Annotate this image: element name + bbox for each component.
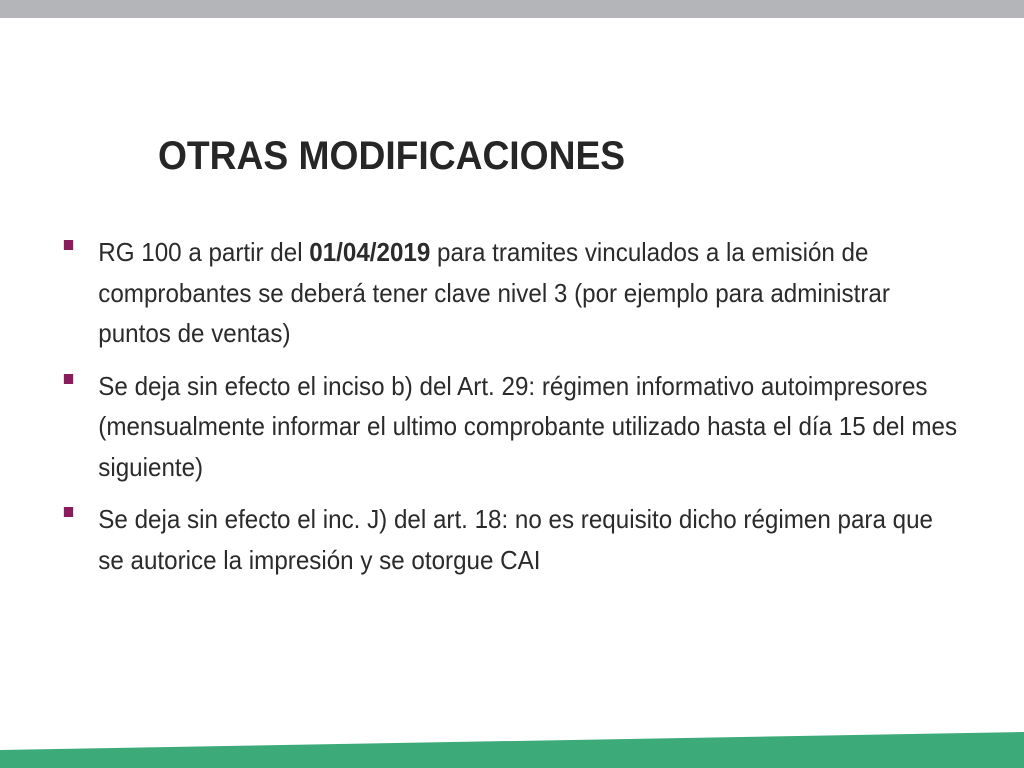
- slide-title: OTRAS MODIFICACIONES: [158, 134, 626, 178]
- top-bar: [0, 0, 1024, 18]
- green-band-polygon: [0, 732, 1024, 768]
- bullet-item-3: [62, 499, 963, 580]
- square-bullet-icon: [64, 240, 73, 250]
- bullet-list: [62, 232, 962, 592]
- square-bullet-icon: [64, 507, 73, 517]
- bullet-1-text-end: para tramites vinculados a la emisión de comprobantes se deberá tener clave nivel 3 (por ejemplo para administrar puntos de ventas): [98, 237, 890, 348]
- bullet-1-date: 01/04/2019: [309, 237, 431, 267]
- bullet-3-text: Se deja sin efecto el inc. J) del art. 18: no es requisito dicho régimen para que se autorice la impresión y se otorgue CAI: [98, 504, 933, 575]
- bullet-item-2: [62, 366, 963, 488]
- square-bullet-icon: [64, 374, 73, 384]
- bullet-item-1: [62, 232, 963, 354]
- green-band-shape: [0, 712, 1024, 768]
- bottom-green-band: [0, 712, 1024, 768]
- bullet-1-text-start: RG 100 a partir del: [98, 237, 310, 267]
- bullet-2-text: Se deja sin efecto el inciso b) del Art. 29: régimen informativo autoimpresores (mensualmente informar el ultimo comprobante utilizado hasta el día 15 del mes siguiente): [98, 370, 958, 482]
